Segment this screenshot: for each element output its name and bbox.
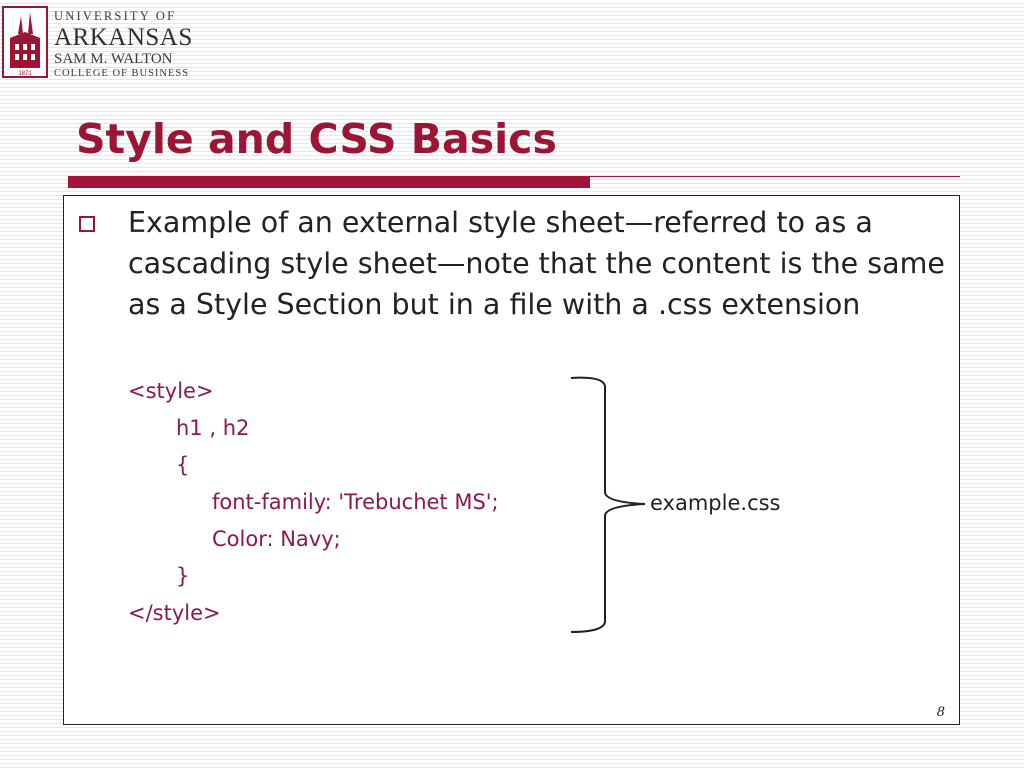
title-underline-thick: [68, 176, 590, 188]
logo-line-arkansas: ARKANSAS: [54, 24, 193, 51]
code-line-color: Color: Navy;: [212, 527, 341, 551]
svg-text:1871: 1871: [18, 71, 32, 77]
slide-title: Style and CSS Basics: [76, 115, 557, 163]
code-line-brace-close: }: [176, 564, 190, 588]
code-line-font-family: font-family: 'Trebuchet MS';: [212, 490, 499, 514]
code-line-style-open: <style>: [128, 379, 214, 403]
university-logo: [0, 0, 193, 82]
content-box: [63, 195, 960, 725]
logo-line-walton: SAM M. WALTON: [54, 51, 173, 67]
old-main-seal-icon: [2, 6, 48, 78]
page-number: 8: [936, 705, 945, 720]
logo-wordmark: [54, 10, 193, 80]
logo-line-university-of: UNIVERSITY OF: [54, 9, 177, 23]
code-line-brace-open: {: [176, 453, 190, 477]
hollow-square-bullet-icon: [79, 216, 95, 232]
logo-line-college: COLLEGE OF BUSINESS: [54, 68, 190, 79]
code-line-style-close: </style>: [128, 601, 221, 625]
code-line-selector: h1 , h2: [176, 416, 250, 440]
bullet-text: Example of an external style sheet—referred to as a cascading style sheet—note that the content is the same as a Style Section but in a file with a .css extension: [128, 206, 945, 321]
css-filename-label: example.css: [650, 491, 781, 515]
title-underline-thin: [590, 176, 960, 177]
